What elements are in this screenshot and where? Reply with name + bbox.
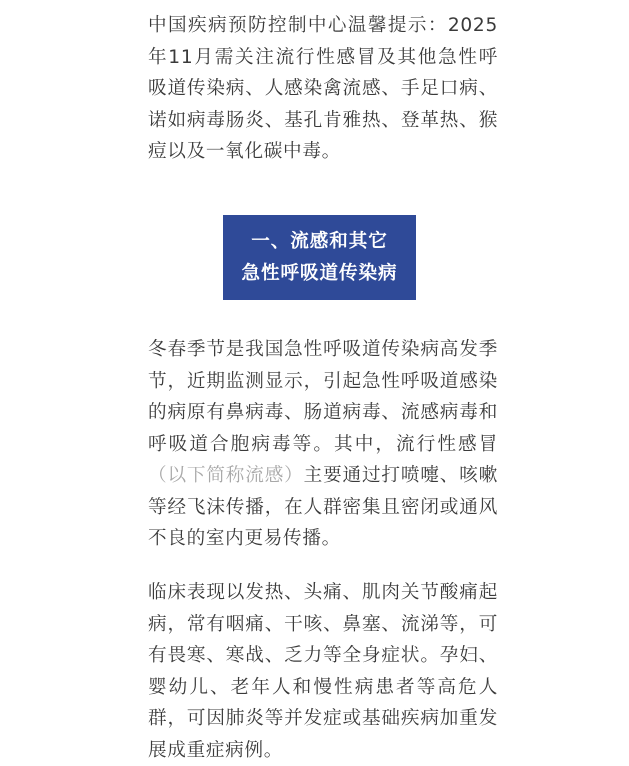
- intro-paragraph: 中国疾病预防控制中心温馨提示：2025年11月需关注流行性感冒及其他急性呼吸道传染病、人感染禽流感、手足口病、诺如病毒肠炎、基孔肯雅热、登革热、猴痘以及一氧化碳中毒。: [148, 15, 498, 162]
- section-heading-line2: 急性呼吸道传染病: [241, 262, 398, 284]
- transmission-text-part2: 主要通过打喷嚏、咳嗽等经飞沫传播，在人群密集且密闭或通风不良的室内更易传播。: [148, 465, 498, 549]
- transmission-text-part1: 冬春季节是我国急性呼吸道传染病高发季节，近期监测显示，引起急性呼吸道感染的病原有鼻病毒、肠道病毒、流感病毒和呼吸道合胞病毒等。其中，流行性感冒: [148, 339, 498, 455]
- symptoms-paragraph: 临床表现以发热、头痛、肌肉关节酸痛起病，常有咽痛、干咳、鼻塞、流涕等，可有畏寒、寒战、乏力等全身症状。孕妇、婴幼儿、老年人和慢性病患者等高危人群，可因肺炎等并发症或基础疾病加重发展成重症病例。: [148, 582, 498, 761]
- transmission-paragraph: [148, 334, 498, 555]
- abbreviation-note: （以下简称流感）: [148, 465, 304, 486]
- section-heading: [223, 215, 416, 300]
- section-heading-line1: 一、流感和其它: [251, 230, 388, 252]
